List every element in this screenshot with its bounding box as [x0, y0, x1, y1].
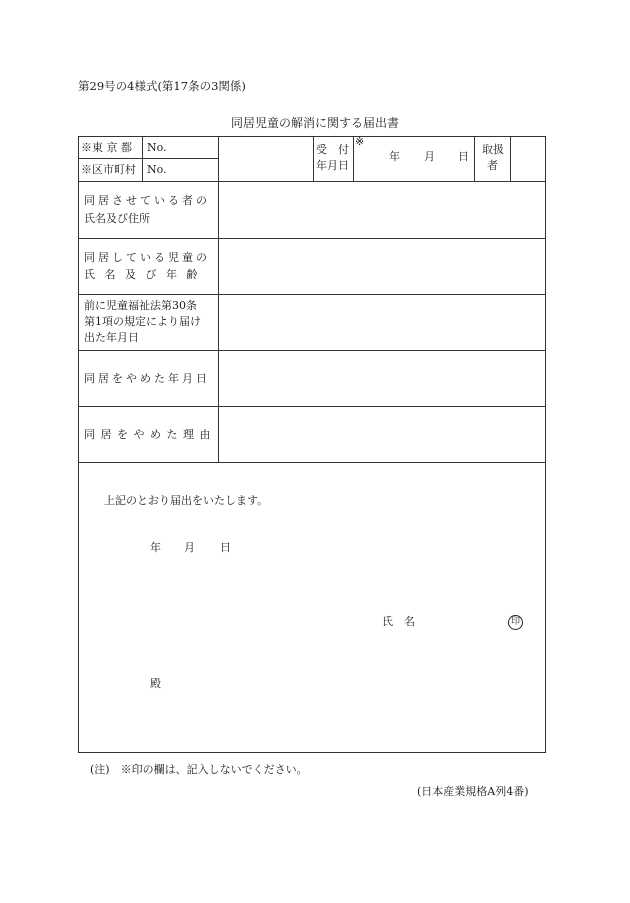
handler-label-line1: 取扱	[482, 143, 504, 156]
tokyo-label: ※東 京 都	[81, 141, 132, 154]
handler-label-line2: 者	[487, 159, 498, 172]
document-title: 同居児童の解消に関する届出書	[230, 116, 399, 130]
end-reason-label: 同 居 を や め た 理 由	[84, 428, 212, 441]
receipt-year: 年	[389, 150, 400, 163]
receipt-month: 月	[424, 150, 435, 163]
declaration-statement: 上記のとおり届出をいたします。	[104, 494, 269, 507]
prev-report-label-line2: 第1項の規定により届け	[84, 315, 201, 328]
declaration-day: 日	[220, 541, 231, 554]
cohabitant-label-line1: 同居させている者の	[84, 194, 210, 207]
prev-report-label-line1: 前に児童福祉法第30条	[84, 299, 197, 312]
receipt-mark: ※	[355, 135, 365, 148]
child-label-line1: 同居している児童の	[84, 251, 210, 264]
prev-report-label-line3: 出た年月日	[84, 331, 139, 344]
form-number: 第29号の4様式(第17条の3関係)	[78, 79, 246, 93]
cohabitant-label-line2: 氏名及び住所	[84, 212, 150, 225]
receipt-label-line1: 受 付	[316, 143, 349, 156]
declaration-month: 月	[184, 541, 195, 554]
seal-mark: 印	[508, 615, 523, 630]
declaration-year: 年	[150, 541, 161, 554]
end-date-label: 同居をやめた年月日	[84, 372, 210, 385]
ward-label: ※区市町村	[81, 163, 136, 176]
note: (注) ※印の欄は、記入しないでください。	[90, 763, 308, 776]
receipt-day: 日	[458, 150, 469, 163]
tokyo-number: No.	[147, 141, 167, 154]
child-label-line2: 氏 名 及 び 年 齢	[84, 268, 201, 281]
paper-size: (日本産業規格A列4番)	[417, 785, 529, 798]
addressee-suffix: 殿	[150, 677, 161, 690]
ward-number: No.	[147, 163, 167, 176]
receipt-label-line2: 年月日	[316, 159, 349, 172]
name-label: 氏 名	[382, 615, 415, 628]
